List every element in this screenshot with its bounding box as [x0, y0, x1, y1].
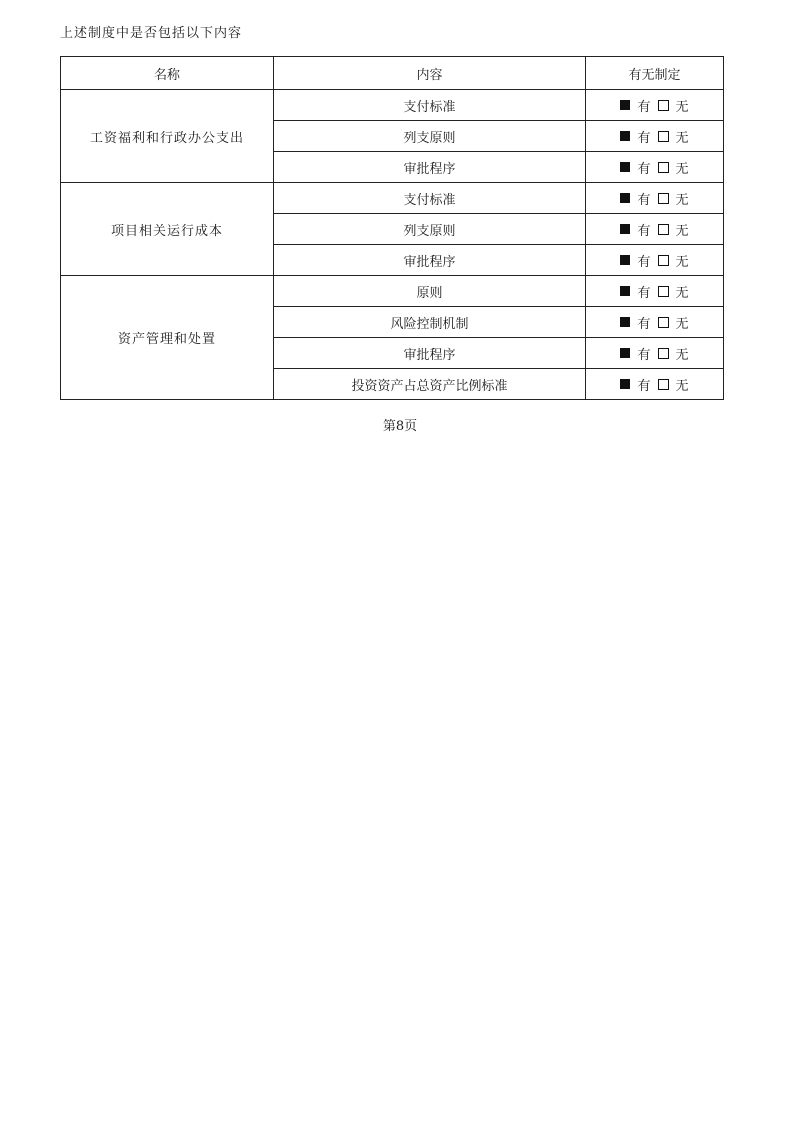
header-name: 名称 — [61, 57, 274, 90]
established-cell — [586, 245, 724, 276]
option-yes-label: 有 — [637, 378, 651, 394]
content-item: 审批程序 — [274, 338, 586, 369]
checked-box-yes — [620, 131, 630, 141]
checked-box-yes — [620, 348, 630, 358]
unchecked-box-no — [658, 255, 669, 266]
option-no-label: 无 — [675, 254, 689, 270]
content-item: 审批程序 — [274, 245, 586, 276]
unchecked-box-no — [658, 100, 669, 111]
checked-box-yes — [620, 193, 630, 203]
category-name: 工资福利和行政办公支出 — [61, 90, 274, 183]
category-name: 项目相关运行成本 — [61, 183, 274, 276]
unchecked-box-no — [658, 162, 669, 173]
unchecked-box-no — [658, 224, 669, 235]
content-item: 列支原则 — [274, 214, 586, 245]
option-no-label: 无 — [675, 99, 689, 115]
content-item: 支付标准 — [274, 183, 586, 214]
option-no-label: 无 — [675, 192, 689, 208]
table-header-row — [61, 57, 724, 90]
established-cell — [586, 214, 724, 245]
option-no-label: 无 — [675, 378, 689, 394]
yes-no-choice — [620, 313, 688, 332]
content-item: 风险控制机制 — [274, 307, 586, 338]
option-yes-label: 有 — [637, 192, 651, 208]
established-cell — [586, 338, 724, 369]
content-item: 审批程序 — [274, 152, 586, 183]
option-yes-label: 有 — [637, 285, 651, 301]
content-item: 列支原则 — [274, 121, 586, 152]
option-yes-label: 有 — [637, 99, 651, 115]
established-cell — [586, 276, 724, 307]
option-yes-label: 有 — [637, 223, 651, 239]
option-no-label: 无 — [675, 347, 689, 363]
content-item: 原则 — [274, 276, 586, 307]
option-no-label: 无 — [675, 161, 689, 177]
content-item: 支付标准 — [274, 90, 586, 121]
established-cell — [586, 307, 724, 338]
unchecked-box-no — [658, 317, 669, 328]
table-body — [61, 90, 724, 400]
page-number: 第8页 — [382, 419, 418, 434]
yes-no-choice — [620, 375, 688, 394]
checked-box-yes — [620, 255, 630, 265]
option-no-label: 无 — [675, 316, 689, 332]
checked-box-yes — [620, 379, 630, 389]
category-name: 资产管理和处置 — [61, 276, 274, 400]
yes-no-choice — [620, 282, 688, 301]
unchecked-box-no — [658, 379, 669, 390]
option-no-label: 无 — [675, 130, 689, 146]
unchecked-box-no — [658, 348, 669, 359]
yes-no-choice — [620, 189, 688, 208]
option-yes-label: 有 — [637, 316, 651, 332]
checked-box-yes — [620, 317, 630, 327]
yes-no-choice — [620, 344, 688, 363]
option-yes-label: 有 — [637, 254, 651, 270]
established-cell — [586, 152, 724, 183]
checked-box-yes — [620, 286, 630, 296]
yes-no-choice — [620, 127, 688, 146]
yes-no-choice — [620, 220, 688, 239]
established-cell — [586, 183, 724, 214]
option-no-label: 无 — [675, 223, 689, 239]
table-row — [61, 90, 724, 121]
table-row — [61, 276, 724, 307]
unchecked-box-no — [658, 193, 669, 204]
checked-box-yes — [620, 224, 630, 234]
intro-question: 上述制度中是否包括以下内容 — [60, 26, 243, 41]
checked-box-yes — [620, 100, 630, 110]
yes-no-choice — [620, 158, 688, 177]
policy-table — [60, 56, 724, 400]
option-yes-label: 有 — [637, 161, 651, 177]
option-yes-label: 有 — [637, 130, 651, 146]
header-content: 内容 — [274, 57, 586, 90]
option-yes-label: 有 — [637, 347, 651, 363]
yes-no-choice — [620, 96, 688, 115]
yes-no-choice — [620, 251, 688, 270]
established-cell — [586, 121, 724, 152]
established-cell — [586, 369, 724, 400]
option-no-label: 无 — [675, 285, 689, 301]
unchecked-box-no — [658, 286, 669, 297]
header-established: 有无制定 — [586, 57, 724, 90]
established-cell — [586, 90, 724, 121]
unchecked-box-no — [658, 131, 669, 142]
content-item: 投资资产占总资产比例标准 — [274, 369, 586, 400]
table-row — [61, 183, 724, 214]
checked-box-yes — [620, 162, 630, 172]
